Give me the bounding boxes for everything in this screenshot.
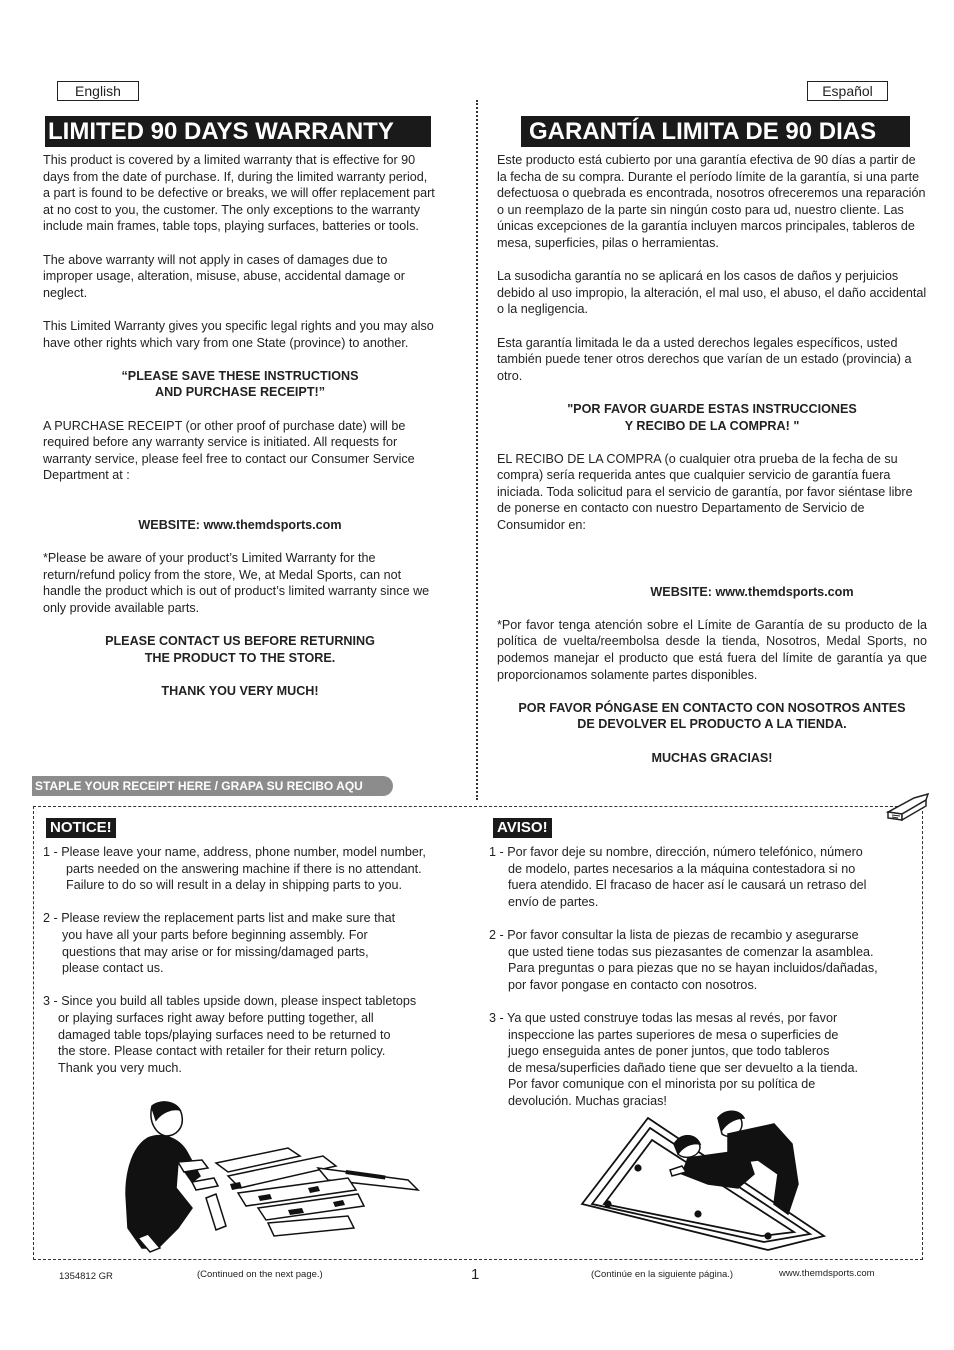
notice-item-line: 2 - Por favor consultar la lista de piezas de recambio y asegurarse xyxy=(489,927,859,942)
notice-item-line: Thank you very much. xyxy=(58,1060,182,1075)
notice-item xyxy=(489,927,919,993)
notice-item xyxy=(489,1010,919,1110)
notice-item-line: parts needed on the answering machine if there is no attendant. xyxy=(66,861,422,876)
notice-item xyxy=(43,993,473,1076)
notice-item-line: please contact us. xyxy=(62,961,164,976)
notice-item-line: juego enseguida antes de poner juntos, que todo tableros xyxy=(508,1044,830,1059)
website-link[interactable]: WEBSITE: www.themdsports.com xyxy=(138,517,342,532)
contact-before-return-note: POR FAVOR PÓNGASE EN CONTACTO CON NOSOTROS ANTES DE DEVOLVER EL PRODUCTO A LA TIENDA. xyxy=(518,700,906,732)
notice-item-line: devolución. Muchas gracias! xyxy=(508,1093,667,1108)
warranty-paragraph: *Por favor tenga atención sobre el Límite de Garantía de su producto de la política de vuelta/reembolsa desde la tienda, Nosotros, Medal Sports, no podemos manejar el producto que está fuera del límite de garantía ya que proporcionamos solamente partes disponibles. xyxy=(497,617,927,682)
notice-item-line: 3 - Since you build all tables upside down, please inspect tabletops xyxy=(43,994,417,1009)
continued-note-english: (Continued on the next page.) xyxy=(197,1269,323,1280)
notice-item-line: por favor pongase en contacto con nosotros. xyxy=(508,977,758,992)
notice-item-line: you have all your parts before beginning assembly. For xyxy=(62,927,368,942)
thank-you-note: THANK YOU VERY MUCH! xyxy=(161,683,319,698)
thank-you-note: MUCHAS GRACIAS! xyxy=(651,750,773,765)
warranty-paragraph: Este producto está cubierto por una garantía efectiva de 90 días a partir de la fecha de su compra. Durante el período límite de la garantía, si una parte defectuosa o quebrada es encontrada, nosotros ofreceremos una reparación o un reemplazo de la parte sin ningún costo para ud, nuestro cliente. Las únicas excepciones de la garantía incluyen marcos principales, tableros de mesa, superficies, pilas o herramientas. xyxy=(497,153,926,250)
continued-note-spanish: (Continúe en la siguiente página.) xyxy=(591,1269,734,1280)
column-divider xyxy=(476,100,478,800)
stapler-icon xyxy=(884,790,930,826)
warranty-title-english: LIMITED 90 DAYS WARRANTY xyxy=(45,116,431,147)
warranty-paragraph: La susodicha garantía no se aplicará en los casos de daños y perjuicios debido al uso impropio, la alteración, el mal uso, el abuso, el daño accidental o la negligencia. xyxy=(497,269,927,317)
notice-title: NOTICE! xyxy=(46,818,116,838)
notice-item-line: Para preguntas o para piezas que no se hayan incluidos/dañadas, xyxy=(508,961,878,976)
notice-item-line: fuera atendido. El fracaso de hacer así le causará un retraso del xyxy=(508,878,867,893)
notice-item xyxy=(489,844,919,910)
notice-item-line: the store. Please contact with retailer for their return policy. xyxy=(58,1044,386,1059)
notice-item-line: 2 - Please review the replacement parts list and make sure that xyxy=(43,911,396,926)
notice-item-line: 3 - Ya que usted construye todas las mesas al revés, por favor xyxy=(489,1010,838,1025)
website-link[interactable]: WEBSITE: www.themdsports.com xyxy=(650,584,854,599)
warranty-paragraph: A PURCHASE RECEIPT (or other proof of purchase date) will be required before any warranty service is initiated. All requests for warranty service, please feel free to contact our Consumer Service Department at : xyxy=(43,418,415,483)
notice-list xyxy=(43,844,473,1093)
aviso-title: AVISO! xyxy=(493,818,552,838)
warranty-paragraph: The above warranty will not apply in cases of damages due to improper usage, alteration, misuse, abuse, accidental damage or neglect. xyxy=(43,252,405,300)
warranty-text-spanish xyxy=(497,152,927,783)
warranty-paragraph: Esta garantía limitada le da a usted derechos legales específicos, usted también puede tener otros derechos que varían de un estado (provincia) a otro. xyxy=(497,335,912,383)
assembly-parts-illustration xyxy=(118,1098,423,1253)
page-number: 1 xyxy=(471,1266,480,1283)
notice-item-line: Failure to do so will result in a delay in shipping parts to you. xyxy=(66,878,403,893)
warranty-paragraph: This product is covered by a limited warranty that is effective for 90 days from the date of purchase. If, during the limited warranty period, a part is found to be defective or breaks, we will offer replacement part at no cost to you, the customer. The only exceptions to the warranty include main frames, table tops, playing surfaces, batteries or tools. xyxy=(43,153,435,234)
notice-item-line: envío de partes. xyxy=(508,894,599,909)
warranty-paragraph: *Please be aware of your product’s Limited Warranty for the return/refund policy from the store, We, at Medal Sports, can not handle the product which is out of product’s limited warranty since we only provide available parts. xyxy=(43,551,430,615)
notice-item-line: de modelo, partes necesarios a la máquina contestadora si no xyxy=(508,861,856,876)
language-label-english: English xyxy=(57,81,139,101)
aviso-list xyxy=(489,844,919,1126)
staple-receipt-banner: STAPLE YOUR RECEIPT HERE / GRAPA SU RECIBO AQU xyxy=(32,776,393,796)
notice-item-line: questions that may arise or for missing/damaged parts, xyxy=(62,944,369,959)
notice-item-line: Por favor comunique con el minorista por su política de xyxy=(508,1077,816,1092)
language-label-spanish: Español xyxy=(807,81,888,101)
notice-item-line: inspeccione las partes superiores de mesa o superficies de xyxy=(508,1027,839,1042)
footer-website-link[interactable]: www.themdsports.com xyxy=(779,1268,875,1279)
save-instructions-note: “PLEASE SAVE THESE INSTRUCTIONS AND PURCHASE RECEIPT!” xyxy=(121,368,359,400)
warranty-paragraph: This Limited Warranty gives you specific legal rights and you may also have other rights which vary from one State (province) to another. xyxy=(43,318,434,350)
contact-before-return-note: PLEASE CONTACT US BEFORE RETURNING THE PRODUCT TO THE STORE. xyxy=(105,634,375,665)
notice-item-line: 1 - Please leave your name, address, phone number, model number, xyxy=(43,845,426,859)
notice-item-line: or playing surfaces right away before putting together, all xyxy=(58,1010,374,1025)
notice-item-line: de mesa/superficies dañado tiene que ser devuelto a la tienda. xyxy=(508,1060,859,1075)
notice-item xyxy=(43,844,473,894)
notice-item-line: que usted tiene todas sus piezasantes de comenzar la asamblea. xyxy=(508,944,874,959)
warranty-paragraph: EL RECIBO DE LA COMPRA (o cualquier otra prueba de la fecha de su compra) sería requerida antes que cualquier servicio de garantía fuera iniciada. Toda solicitud para el servicio de garantía, por favor siéntase libre de ponerse en contacto con nuestro Departamento de Servicio de Consumidor en: xyxy=(497,451,913,533)
notice-item-line: 1 - Por favor deje su nombre, dirección, número telefónico, número xyxy=(489,845,863,859)
product-code: 1354812 GR xyxy=(59,1271,113,1282)
warranty-title-spanish: GARANTÍA LIMITA DE 90 DIAS xyxy=(521,116,910,147)
notice-item xyxy=(43,910,473,976)
notice-item-line: damaged table tops/playing surfaces need to be returned to xyxy=(58,1027,391,1042)
save-instructions-note: "POR FAVOR GUARDE ESTAS INSTRUCCIONES Y RECIBO DE LA COMPRA! " xyxy=(567,401,857,433)
warranty-text-english xyxy=(43,152,437,716)
table-flip-illustration xyxy=(578,1104,830,1254)
